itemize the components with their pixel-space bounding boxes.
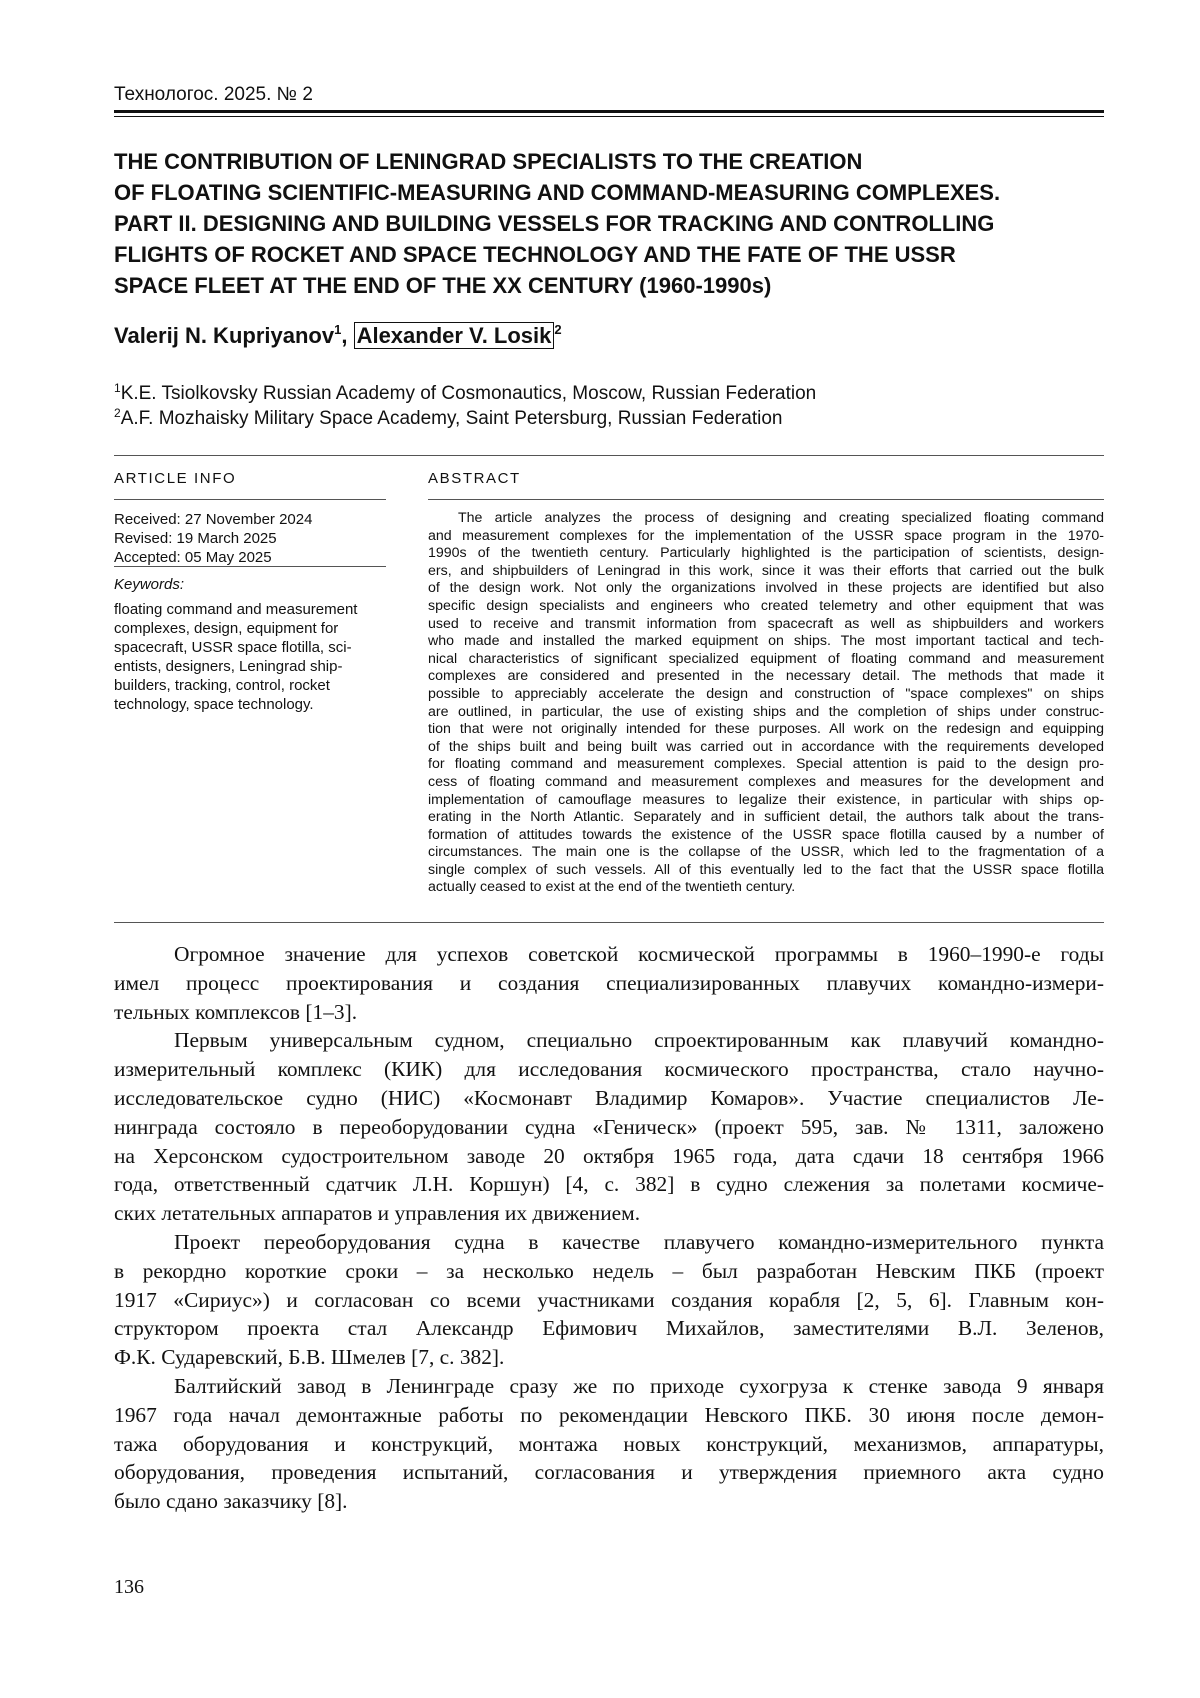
abstract-line: single complex of such vessels. All of this eventually led to the fact that the USSR space flotilla: [428, 862, 1104, 880]
body-paragraph: [114, 1372, 1104, 1516]
abstract-line: are outlined, in particular, the use of existing ships and the completion of ships under construc-: [428, 704, 1104, 722]
body-line: Балтийский завод в Ленинграде сразу же по приходе сухогруза к стенке завода 9 января: [114, 1372, 1104, 1401]
author-name-highlighted[interactable]: Alexander V. Losik: [354, 322, 555, 349]
title-line: OF FLOATING SCIENTIFIC-MEASURING AND COMMAND-MEASURING COMPLEXES.: [114, 177, 1104, 208]
body-paragraph: [114, 940, 1104, 1026]
body-text: [114, 940, 1104, 1516]
abstract-line: for floating command and measurement complexes. Special attention is paid to the design pro-: [428, 756, 1104, 774]
body-line: на Херсонском судостроительном заводе 20 октября 1965 года, дата сдачи 18 сентября 1966: [114, 1142, 1104, 1171]
affiliation-marker: 1: [114, 381, 121, 395]
abstract-bottom-rule: [114, 922, 1104, 923]
body-line: было сдано заказчику [8].: [114, 1487, 1104, 1516]
body-line: исследовательское судно (НИС) «Космонавт Владимир Комаров». Участие специалистов Ле-: [114, 1084, 1104, 1113]
abstract-rule: [428, 499, 1104, 500]
author-affiliation-marker: 1: [334, 322, 341, 337]
body-line: нинграда состояло в переоборудовании судна «Геническ» (проект 595, зав. № 1311, заложено: [114, 1113, 1104, 1142]
body-line: оборудования, проведения испытаний, согласования и утверждения приемного акта судно: [114, 1458, 1104, 1487]
revised-date: Revised: 19 March 2025: [114, 529, 312, 548]
affiliations: [114, 381, 816, 431]
affiliation-marker: 2: [114, 406, 121, 420]
keywords-line: floating command and measurement: [114, 600, 386, 619]
abstract-line: erating in the North Atlantic. Separately and in sufficient detail, the authors talk about the trans-: [428, 809, 1104, 827]
keywords-line: entists, designers, Leningrad ship-: [114, 657, 386, 676]
author-name[interactable]: Valerij N. Kupriyanov: [114, 323, 334, 348]
abstract-text: [428, 510, 1104, 897]
abstract-line: of the ships built and being built was carried out in accordance with the requirements developed: [428, 739, 1104, 757]
title-line: THE CONTRIBUTION OF LENINGRAD SPECIALISTS TO THE CREATION: [114, 146, 1104, 177]
body-line: Ф.К. Сударевский, Б.В. Шмелев [7, с. 382].: [114, 1343, 1104, 1372]
received-date: Received: 27 November 2024: [114, 510, 312, 529]
abstract-line: and measurement complexes for the implementation of the USSR space program in the 1970-: [428, 528, 1104, 546]
body-line: 1967 года начал демонтажные работы по рекомендации Невского ПКБ. 30 июня после демон-: [114, 1401, 1104, 1430]
author-affiliation-marker: 2: [554, 322, 561, 337]
abstract-heading: ABSTRACT: [428, 470, 521, 487]
abstract-line: tion that were not originally intended for these purposes. All work on the redesign and equipping: [428, 721, 1104, 739]
abstract-line: formation of attitudes towards the existence of the USSR space flotilla caused by a number of: [428, 827, 1104, 845]
body-line: измерительный комплекс (КИК) для исследования космического пространства, стало научно-: [114, 1055, 1104, 1084]
body-line: тажа оборудования и конструкций, монтажа новых конструкций, механизмов, аппаратуры,: [114, 1430, 1104, 1459]
title-line: SPACE FLEET AT THE END OF THE XX CENTURY (1960-1990s): [114, 270, 1104, 301]
abstract-line: possible to appreciably accelerate the design and construction of "space complexes" on ships: [428, 686, 1104, 704]
body-line: Проект переоборудования судна в качестве плавучего командно-измерительного пункта: [114, 1228, 1104, 1257]
body-paragraph: [114, 1228, 1104, 1372]
abstract-line: nical characteristics of significant specialized equipment of floating command and measurement: [428, 651, 1104, 669]
body-line: Первым универсальным судном, специально спроектированным как плавучий командно-: [114, 1026, 1104, 1055]
keywords-line: complexes, design, equipment for: [114, 619, 386, 638]
body-line: 1917 «Сириус») и согласован со всеми участниками создания корабля [2, 5, 6]. Главным кон-: [114, 1286, 1104, 1315]
article-info-rule: [114, 499, 386, 500]
abstract-line: circumstances. The main one is the collapse of the USSR, which led to the fragmentation of a: [428, 844, 1104, 862]
keywords-rule: [114, 566, 386, 567]
body-line: года, ответственный сдатчик Л.Н. Коршун) [4, с. 382] в судно слежения за полетами космиче-: [114, 1170, 1104, 1199]
abstract-line: 1990s of the twentieth century. Particularly highlighted is the participation of scientists, design-: [428, 545, 1104, 563]
abstract-line: implementation of camouflage measures to legalize their existence, in particular with ships op-: [428, 792, 1104, 810]
abstract-line: cess of floating command and measurement complexes and measures for the development and: [428, 774, 1104, 792]
page-number: 136: [114, 1576, 144, 1599]
header-rule-thin: [114, 116, 1104, 117]
title-line: PART II. DESIGNING AND BUILDING VESSELS FOR TRACKING AND CONTROLLING: [114, 208, 1104, 239]
keywords-line: technology, space technology.: [114, 695, 386, 714]
keywords-line: spacecraft, USSR space flotilla, sci-: [114, 638, 386, 657]
header-rule: [114, 110, 1104, 113]
body-line: имел процесс проектирования и создания специализированных плавучих командно-измери-: [114, 969, 1104, 998]
body-line: тельных комплексов [1–3].: [114, 998, 1104, 1027]
accepted-date: Accepted: 05 May 2025: [114, 548, 312, 567]
running-head: Технологос. 2025. № 2: [114, 84, 313, 106]
keywords-line: builders, tracking, control, rocket: [114, 676, 386, 695]
article-dates: [114, 510, 312, 567]
abstract-line: complexes are considered and presented in the necessary detail. The methods that made it: [428, 668, 1104, 686]
info-top-rule: [114, 455, 1104, 456]
body-line: ских летательных аппаратов и управления их движением.: [114, 1199, 1104, 1228]
abstract-line: actually ceased to exist at the end of the twentieth century.: [428, 879, 1104, 897]
body-line: Огромное значение для успехов советской космической программы в 1960–1990-е годы: [114, 940, 1104, 969]
body-line: структором проекта стал Александр Ефимович Михайлов, заместителями В.Л. Зеленов,: [114, 1314, 1104, 1343]
abstract-line: used to receive and transmit information from spacecraft as well as shipbuilders and workers: [428, 616, 1104, 634]
affiliation-text: A.F. Mozhaisky Military Space Academy, Saint Petersburg, Russian Federation: [121, 408, 783, 429]
article-info-heading: ARTICLE INFO: [114, 470, 236, 487]
title-line: FLIGHTS OF ROCKET AND SPACE TECHNOLOGY AND THE FATE OF THE USSR: [114, 239, 1104, 270]
affiliation-text: K.E. Tsiolkovsky Russian Academy of Cosmonautics, Moscow, Russian Federation: [121, 383, 817, 404]
keywords-text: [114, 600, 386, 714]
keywords-label: Keywords:: [114, 576, 184, 593]
affiliation-line: [114, 406, 816, 431]
abstract-line: The article analyzes the process of designing and creating specialized floating command: [428, 510, 1104, 528]
article-title: [114, 146, 1104, 301]
affiliation-line: [114, 381, 816, 406]
body-line: в рекордно короткие сроки – за несколько недель – был разработан Невским ПКБ (проект: [114, 1257, 1104, 1286]
body-paragraph: [114, 1026, 1104, 1228]
abstract-line: specific design specialists and engineers who created telemetry and other equipment that was: [428, 598, 1104, 616]
abstract-line: who made and installed the marked equipment on ships. The most important tactical and tech-: [428, 633, 1104, 651]
abstract-line: of the design work. Not only the organizations involved in these projects are identified but also: [428, 580, 1104, 598]
author-separator: ,: [341, 323, 347, 348]
abstract-line: ers, and shipbuilders of Leningrad in this work, since it was their efforts that carried out the bulk: [428, 563, 1104, 581]
author-line: [114, 322, 562, 350]
